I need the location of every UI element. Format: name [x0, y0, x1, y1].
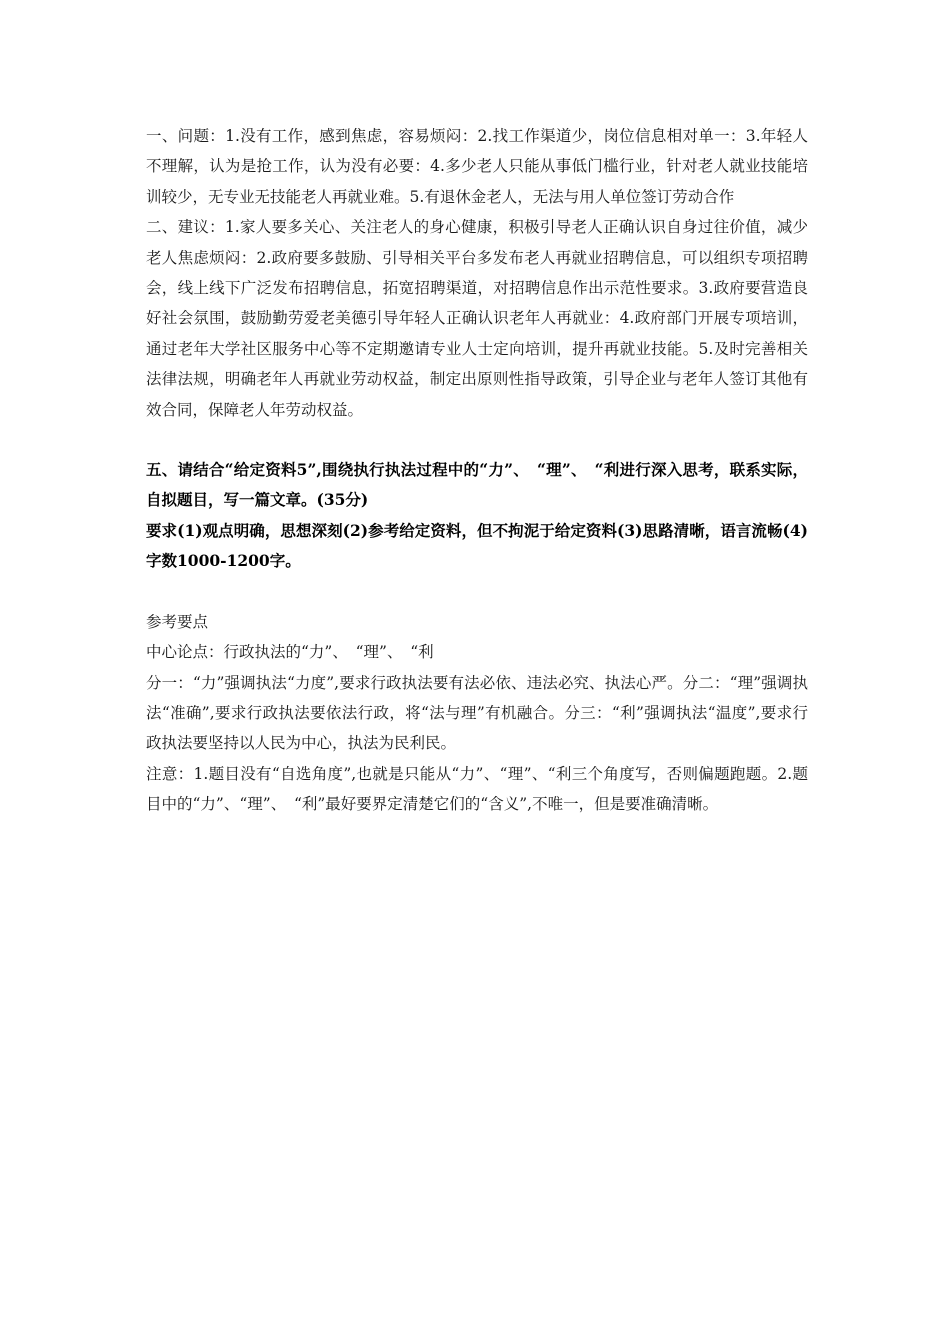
section-gap — [146, 577, 808, 607]
question-five-prompt: 五、请结合“给定资料5”,围绕执行执法过程中的“力”、 “理”、 “利进行深入思考，联系实际，自拟题目，写一篇文章。(35分) — [146, 460, 808, 510]
reference-heading: 参考要点 — [146, 612, 209, 631]
reference-note: 注意：1.题目没有“自选角度”,也就是只能从“力”、“理”、“利三个角度写，否则偏题跑题。2.题目中的“力”、“理”、 “利”最好要界定清楚它们的“含义”,不唯一，但是要准确清晰。 — [146, 764, 808, 814]
issues-paragraph: 一、问题：1.没有工作，感到焦虑，容易烦闷：2.找工作渠道少，岗位信息相对单一：3.年轻人不理解，认为是抢工作，认为没有必要：4.多少老人只能从事低门槛行业，针对老人就业技能培训较少，无专业无技能老人再就业难。5.有退休金老人，无法与用人单位签订劳动合作 — [146, 127, 808, 206]
question-five-requirements: 要求(1)观点明确，思想深刻(2)参考给定资料，但不拘泥于给定资料(3)思路清晰，语言流畅(4)字数1000-1200字。 — [146, 520, 808, 571]
section-gap — [146, 425, 808, 455]
reference-thesis: 中心论点：行政执法的“力”、 “理”、 “利 — [146, 643, 434, 662]
document-body — [146, 121, 808, 820]
suggestions-paragraph: 二、建议：1.家人要多关心、关注老人的身心健康，积极引导老人正确认识自身过往价值，减少老人焦虑烦闷：2.政府要多鼓励、引导相关平台多发布老人再就业招聘信息，可以组织专项招聘会，线上线下广泛发布招聘信息，拓宽招聘渠道，对招聘信息作出示范性要求。3.政府要营造良好社会氛围，鼓励勤劳爱老美德引导年轻人正确认识老年人再就业：4.政府部门开展专项培训，通过老年大学社区服务中心等不定期邀请专业人士定向培训，提升再就业技能。5.及时完善相关法律法规，明确老年人再就业劳动权益，制定出原则性指导政策，引导企业与老年人签订其他有效合同，保障老人年劳动权益。 — [146, 218, 808, 419]
reference-points: 分一：“力”强调执法“力度”,要求行政执法要有法必依、违法必究、执法心严。分二：“理”强调执法“准确”,要求行政执法要依法行政，将“法与理”有机融合。分三：“利”强调执法“温度”,要求行政执法要坚持以人民为中心，执法为民利民。 — [146, 673, 808, 753]
